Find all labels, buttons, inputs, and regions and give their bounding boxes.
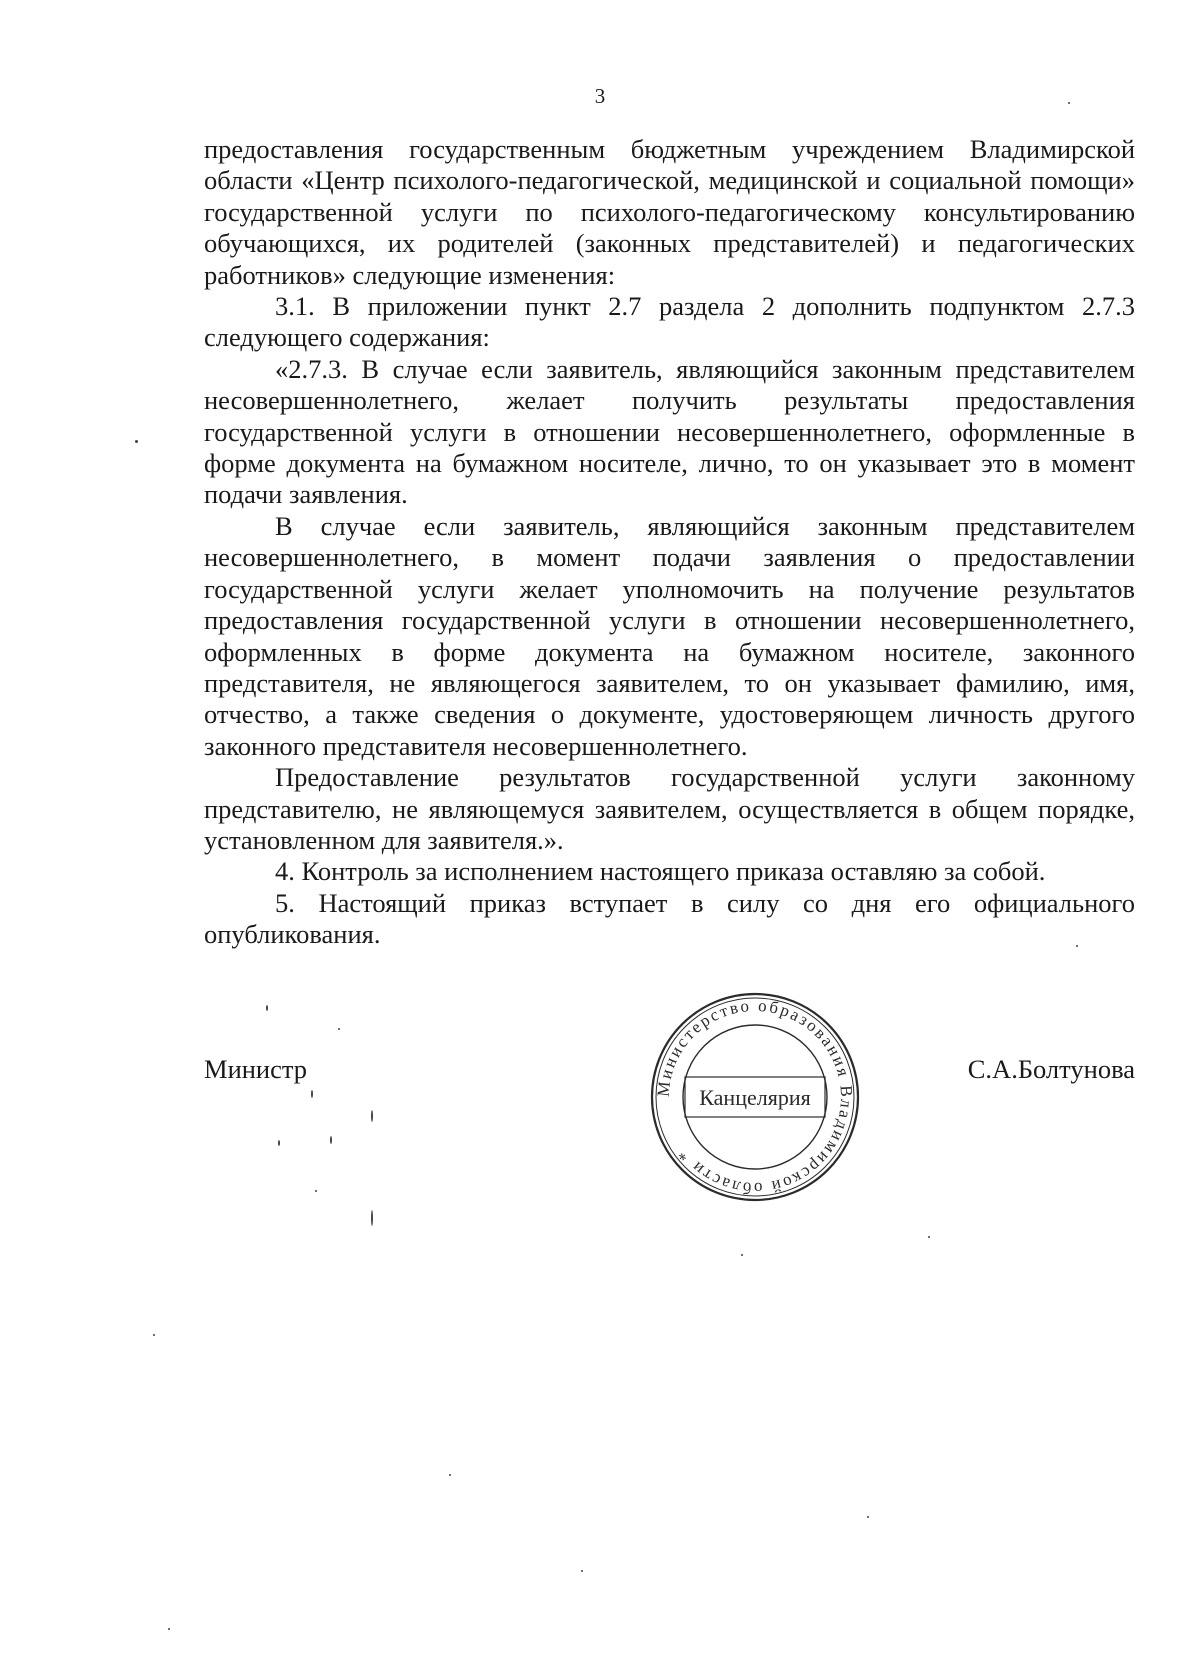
stamp-center-text: Канцелярия: [699, 1085, 811, 1110]
scan-speck: [371, 1210, 373, 1226]
scan-speck: [928, 1236, 930, 1238]
scan-speck: [338, 1028, 340, 1030]
paragraph: «2.7.3. В случае если заявитель, являющийся законным представителем несовершеннолетнего, желает получить результаты предоставления государственной услуги в отношении несовершеннолетнего, оформленные в форме документа на бумажном носителе, лично, то он указывает это в момент подачи заявления.: [204, 353, 1135, 510]
scan-speck: [266, 1005, 268, 1011]
scan-speck: [1068, 102, 1070, 104]
signer-position: Министр: [204, 1054, 308, 1084]
paragraph: предоставления государственным бюджетным учреждением Владимирской области «Центр психолого-педагогической, медицинской и социальной помощи» государственной услуги по психолого-педагогическому консультированию обучающихся, их родителей (законных представителей) и педагогических работников» следующие изменения:: [204, 134, 1135, 290]
scan-speck: [330, 1136, 332, 1144]
document-body: [204, 134, 1135, 951]
scan-speck: [581, 1570, 583, 1572]
paragraph: Предоставление результатов государственной услуги законному представителю, не являющемуся заявителем, осуществляется в общем порядке, установленном для заявителя.».: [204, 762, 1135, 855]
signer-name: С.А.Болтунова: [967, 1054, 1135, 1084]
scan-speck: [168, 1628, 170, 1630]
scan-speck: [315, 1190, 317, 1192]
paragraph: В случае если заявитель, являющийся законным представителем несовершеннолетнего, в момент подачи заявления о предоставлении государственной услуги желает уполномочить на получение результатов предоставления государственной услуги в отношении несовершеннолетнего, оформленных в форме документа на бумажном носителе, законного представителя, не являющегося заявителем, то он указывает фамилию, имя, отчество, а также сведения о документе, удостоверяющем личность другого законного представителя несовершеннолетнего.: [204, 510, 1135, 761]
official-stamp: [649, 991, 861, 1203]
paragraph: 4. Контроль за исполнением настоящего приказа оставляю за собой.: [275, 856, 1046, 887]
scan-speck: [371, 1110, 373, 1122]
scan-speck: [153, 1334, 155, 1336]
scan-speck: [867, 1516, 869, 1518]
page-number: 3: [594, 84, 606, 108]
scan-speck: [741, 1254, 743, 1256]
scan-speck: [1076, 945, 1078, 947]
scan-speck: [135, 440, 138, 443]
stamp-outer-text: Министерство образования Владимирской области *: [653, 995, 857, 1199]
paragraph: 5. Настоящий приказ вступает в силу со дня его официального опубликования.: [204, 887, 1135, 950]
paragraph: 3.1. В приложении пункт 2.7 раздела 2 дополнить подпунктом 2.7.3 следующего содержания:: [204, 291, 1135, 353]
scan-speck: [449, 1474, 451, 1476]
scan-speck: [311, 1090, 313, 1098]
scan-speck: [278, 1140, 280, 1146]
